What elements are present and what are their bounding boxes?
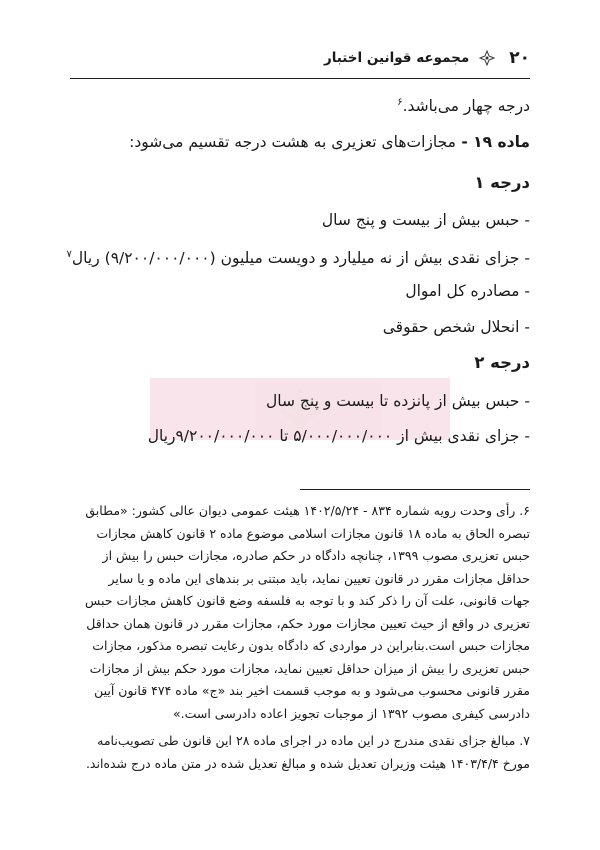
paragraph-line: درجه چهار می‌باشد.$^۶$ xyxy=(397,97,530,116)
footnote-line: حبس تعزیری را بیش از میزان حداقل تعیین نماید، مجازات مورد حکم بیش از مجازات xyxy=(89,660,530,676)
list-item: - حبس بیش از پانزده تا بیست و پنج سال xyxy=(266,392,530,410)
list-item: - جزای نقدی بیش از نه میلیارد و دویست میلیون (۹/۲۰۰/۰۰۰/۰۰۰) ریال$^۷$ xyxy=(66,249,530,268)
footnote-line: دادرسی کیفری مصوب ۱۳۹۲ از موجبات تجویز اعاده دادرسی است.» xyxy=(172,705,530,721)
footnote-line: مورخ ۱۴۰۳/۴/۴ هیئت وزیران تعدیل شده و مبالغ تعدیل شده در متن ماده درج شده‌اند. xyxy=(85,755,530,771)
list-item: - مصادره کل اموال xyxy=(405,282,530,300)
running-header xyxy=(70,44,530,72)
footnote-line: تبصره الحاق به ماده ۱۸ قانون مجازات اسلامی موضوع ماده ۲ قانون کاهش مجازات xyxy=(96,525,530,541)
header-divider xyxy=(70,78,530,79)
footnote-ref: ۷ xyxy=(66,249,72,260)
footnote-line: حبس تعزیری مصوب ۱۳۹۹، چنانچه دادگاه در حکم صادره، مجازات حبس را بیش از xyxy=(102,548,530,563)
list-item: - انحلال شخص حقوقی xyxy=(382,318,530,336)
list-item: - جزای نقدی بیش از ۵/۰۰۰/۰۰۰/۰۰۰ تا ۹/۲۰۰/۰۰۰/۰۰۰ریال xyxy=(147,427,530,445)
footnote-line: مجازات حبس است.بنابراین در مواردی که دادگاه بدون رعایت تبصره مذکور، مجازات xyxy=(92,638,530,653)
article-19 xyxy=(129,131,530,153)
footnote-line: ۷. مبالغ جزای نقدی مندرج در این ماده در اجرای ماده ۲۸ این قانون طی تصویب‌نامه xyxy=(97,733,530,748)
footnote-divider xyxy=(300,489,530,490)
footnote-line: جهات قانونی، علت آن را ذکر کند و با توجه به فلسفه وضع قانون کاهش مجازات حبس xyxy=(85,593,530,608)
footnote-line: تعزیری در واقع از حیث تعیین مجازات مورد حکم، مجازات مقرر در قانون همان حداقل xyxy=(86,615,530,631)
ornament-icon xyxy=(479,50,495,66)
degree-1-heading: درجه ۱ xyxy=(474,173,530,192)
footnote-line: ۶. رأی وحدت رویه شماره ۸۳۴ - ۱۴۰۲/۵/۲۴ هیئت عمومی دیوان عالی کشور: «مطابق xyxy=(85,503,530,518)
degree-2-heading: درجه ۲ xyxy=(474,353,530,372)
footnote-line: مقرر قانونی محسوب می‌شود و به موجب قسمت اخیر بند «ج» ماده ۴۷۴ قانون آیین xyxy=(94,683,530,698)
page-number: ۲۰ xyxy=(509,48,530,68)
article-text: مجازات‌های تعزیری به هشت درجه تقسیم می‌شود: xyxy=(129,133,456,151)
footnote-line: حداقل مجازات مقرر در قانون تعیین نماید، باید مبتنی بر بندهای این ماده و یا سایر xyxy=(108,570,530,586)
book-title: مجموعه قوانین اختبار xyxy=(323,50,470,66)
article-label: ماده ۱۹ - xyxy=(455,133,530,151)
footnote-ref: ۶ xyxy=(397,97,403,108)
list-item: - حبس بیش از بیست و پنج سال xyxy=(321,211,530,229)
